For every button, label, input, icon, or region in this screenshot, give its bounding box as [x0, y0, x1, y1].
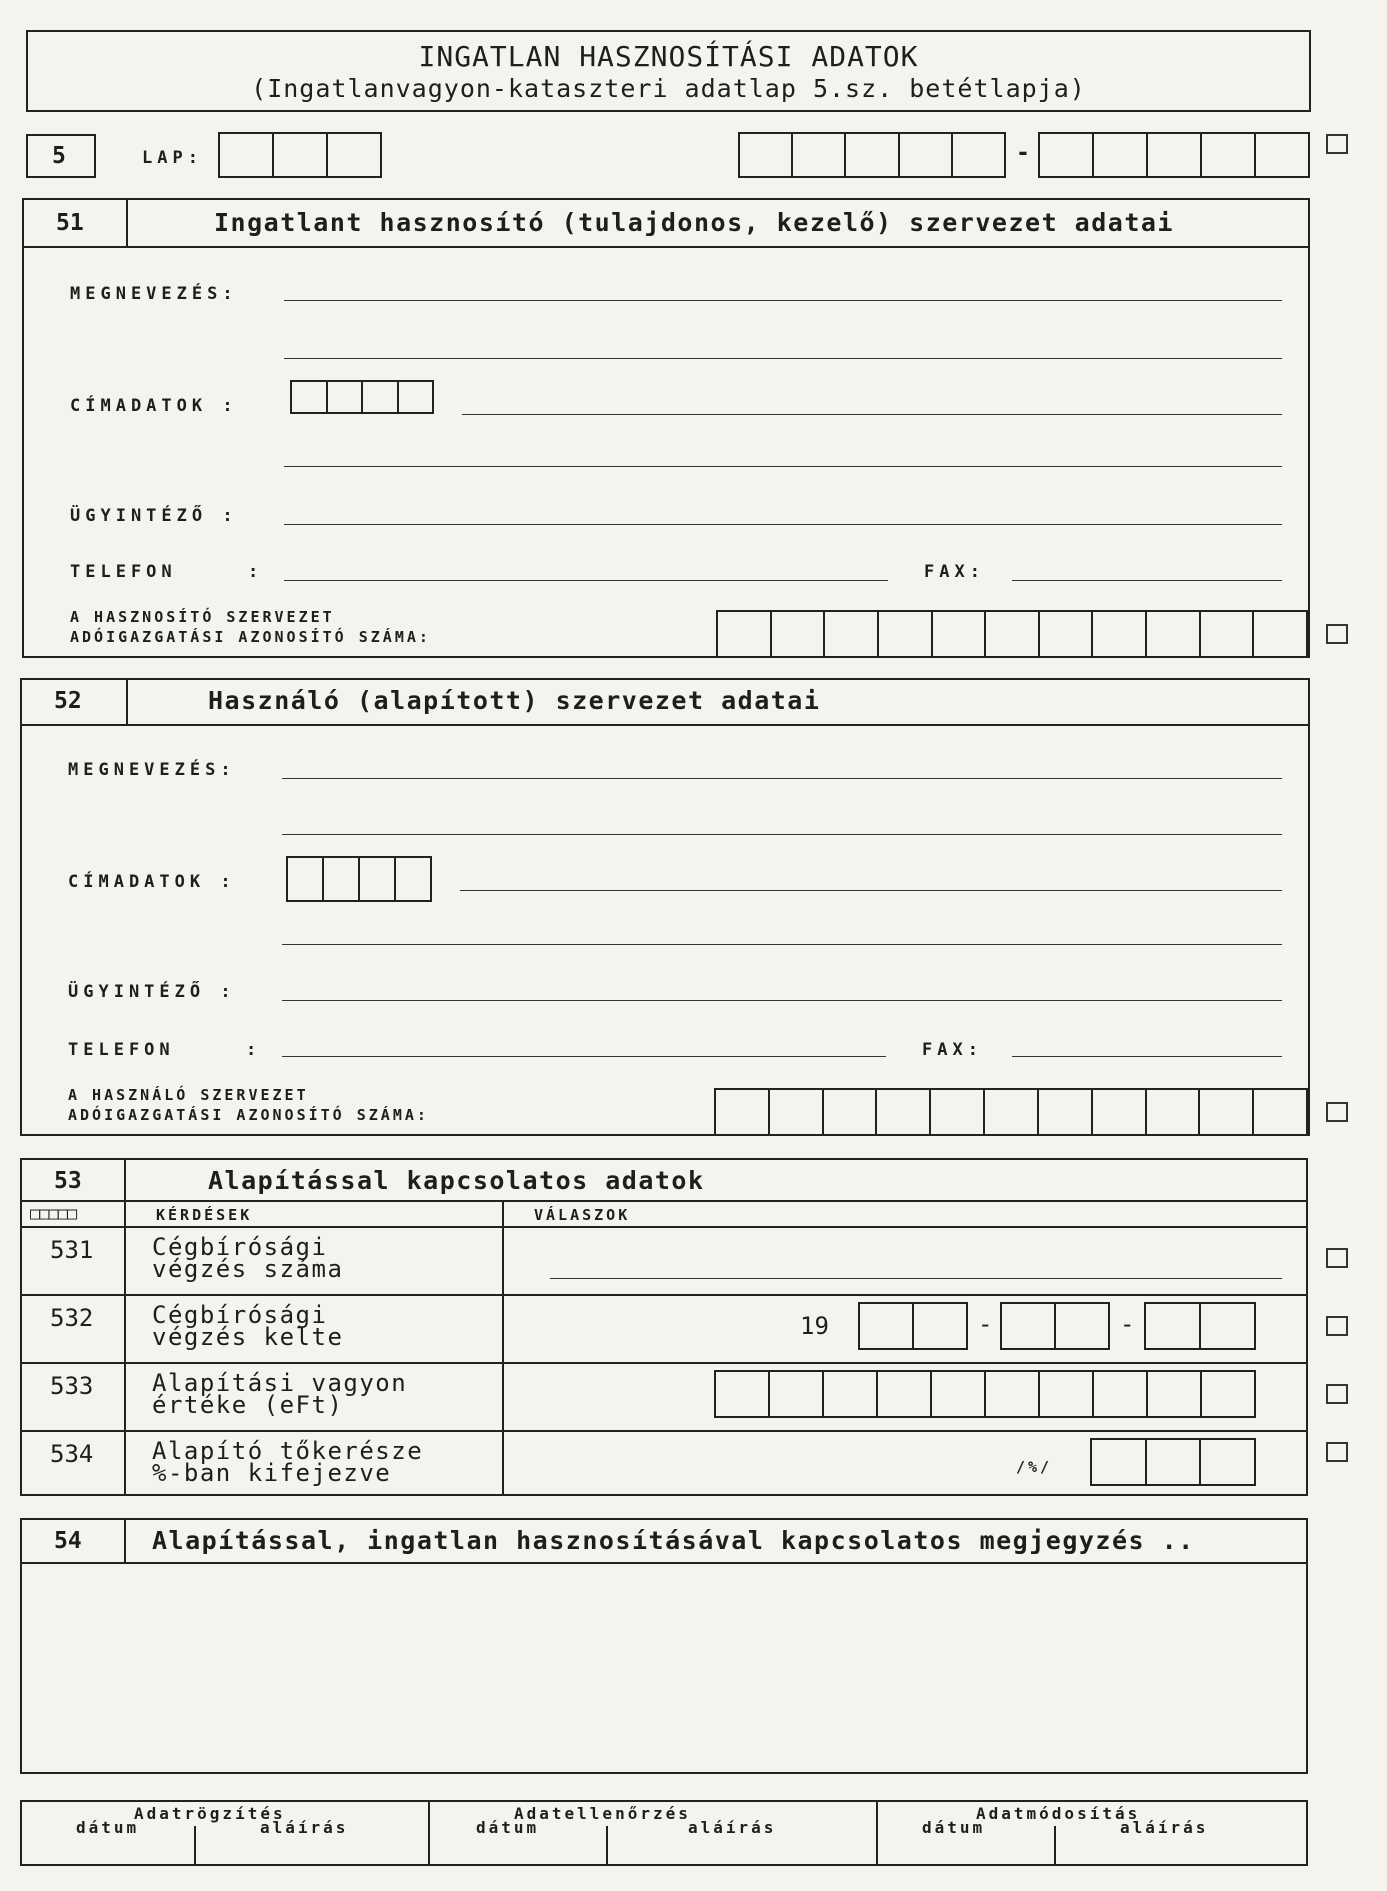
s52-tax-checkbox[interactable] [1326, 1102, 1348, 1122]
lap-checkbox[interactable] [1326, 134, 1348, 154]
s52-telefon-label: TELEFON [68, 1040, 175, 1060]
row-532-day-cells[interactable] [1144, 1302, 1256, 1350]
row-534-checkbox[interactable] [1326, 1442, 1348, 1462]
s52-megnevezes-label: MEGNEVEZÉS: [68, 760, 236, 780]
section-52-heading: Használó (alapított) szervezet adatai [208, 686, 821, 715]
s52-fax-label: FAX: [922, 1040, 983, 1060]
row-532-number: 532 [50, 1304, 94, 1332]
section-51-heading: Ingatlant hasznosító (tulajdonos, kezelő) szervezet adatai [214, 208, 1174, 237]
section-53-heading: Alapítással kapcsolatos adatok [208, 1166, 705, 1195]
section-54-divider [124, 1518, 126, 1562]
s52-telefon-field[interactable] [282, 1056, 886, 1057]
row-532-question-1: Cégbírósági [152, 1301, 328, 1329]
row-534-question-1: Alapító tőkerésze [152, 1437, 424, 1465]
s52-ugyintezo-field[interactable] [282, 1000, 1282, 1001]
s51-tax-checkbox[interactable] [1326, 624, 1348, 644]
row-531-question-2: végzés száma [152, 1255, 344, 1283]
s51-megnevezes-label: MEGNEVEZÉS: [70, 284, 238, 304]
row-534-percent-cells[interactable] [1090, 1438, 1256, 1486]
section-51-head-line [22, 246, 1310, 248]
row-533-checkbox[interactable] [1326, 1384, 1348, 1404]
section-54-number: 54 [54, 1528, 82, 1554]
footer-check-date: dátum [476, 1818, 540, 1837]
footer-modify-fields[interactable] [884, 1830, 1302, 1862]
row-531-checkbox[interactable] [1326, 1248, 1348, 1268]
row-534-unit: /%/ [1016, 1458, 1053, 1476]
row-532-year-cells[interactable] [858, 1302, 968, 1350]
s52-address-field-1[interactable] [460, 890, 1282, 891]
footer-divider-1 [428, 1800, 430, 1866]
row-531-line [20, 1294, 1308, 1296]
section-54-head-line [20, 1562, 1308, 1564]
footer-check-fields[interactable] [436, 1830, 868, 1862]
s52-megnevezes-field-2[interactable] [282, 834, 1282, 835]
row-534-question-2: %-ban kifejezve [152, 1459, 392, 1487]
row-531-answer-field[interactable] [550, 1278, 1282, 1279]
s51-address-field-2[interactable] [284, 466, 1282, 467]
section-51-divider [126, 198, 128, 246]
footer-entry-fields[interactable] [30, 1830, 420, 1862]
page-number: 5 [52, 143, 66, 169]
row-531-question-1: Cégbírósági [152, 1233, 328, 1261]
code-cells-glyphs: □□□□□ [30, 1204, 77, 1224]
footer-check-sign: aláírás [688, 1818, 777, 1837]
section-52-number: 52 [54, 688, 82, 714]
row-531-number: 531 [50, 1236, 94, 1264]
s51-cimadatok-label: CÍMADATOK : [70, 396, 238, 416]
row-533-value-cells[interactable] [714, 1370, 1256, 1418]
row-532-month-cells[interactable] [1000, 1302, 1110, 1350]
s51-megnevezes-field-1[interactable] [284, 300, 1282, 301]
row-532-year-prefix: 19 [800, 1312, 829, 1340]
s51-ugyintezo-field[interactable] [284, 524, 1282, 525]
col-answers-header: VÁLASZOK [534, 1206, 631, 1224]
section-53-head-line [20, 1200, 1308, 1202]
row-532-line [20, 1362, 1308, 1364]
section-54-heading: Alapítással, ingatlan hasznosításával kapcsolatos megjegyzés .. [152, 1526, 1195, 1555]
s52-telefon-colon: : [246, 1040, 262, 1060]
section-52-box [20, 678, 1310, 1136]
s51-ugyintezo-label: ÜGYINTÉZŐ : [70, 506, 238, 526]
row-532-question-2: végzés kelte [152, 1323, 344, 1351]
row-533-question-2: értéke (eFt) [152, 1391, 344, 1419]
s52-address-field-2[interactable] [282, 944, 1282, 945]
footer-modify-title: Adatmódosítás [976, 1804, 1141, 1823]
footer-modify-sign: aláírás [1120, 1818, 1209, 1837]
id-dash: - [1016, 140, 1030, 166]
s52-cimadatok-label: CÍMADATOK : [68, 872, 236, 892]
footer-check-title: Adatellenőrzés [514, 1804, 691, 1823]
s52-tax-label-line2: ADÓIGAZGATÁSI AZONOSÍTÓ SZÁMA: [68, 1106, 429, 1124]
remarks-area[interactable] [24, 1566, 1304, 1770]
s51-telefon-colon: : [248, 562, 264, 582]
row-534-number: 534 [50, 1440, 94, 1468]
s52-fax-field[interactable] [1012, 1056, 1282, 1057]
form-subtitle: (Ingatlanvagyon-kataszteri adatlap 5.sz. betétlapja) [251, 74, 1086, 103]
footer-modify-date: dátum [922, 1818, 986, 1837]
section-51-number: 51 [56, 210, 84, 236]
s52-postcode-cells[interactable] [286, 856, 432, 902]
s52-megnevezes-field-1[interactable] [282, 778, 1282, 779]
s51-tax-label-line2: ADÓIGAZGATÁSI AZONOSÍTÓ SZÁMA: [70, 628, 431, 646]
section-53-num-divider [124, 1158, 126, 1496]
s51-postcode-cells[interactable] [290, 380, 434, 414]
s51-megnevezes-field-2[interactable] [284, 358, 1282, 359]
s51-address-field-1[interactable] [462, 414, 1282, 415]
row-533-question-1: Alapítási vagyon [152, 1369, 408, 1397]
footer-entry-date: dátum [76, 1818, 140, 1837]
s51-tax-id-cells[interactable] [716, 610, 1308, 658]
s51-fax-field[interactable] [1012, 580, 1282, 581]
s52-tax-id-cells[interactable] [714, 1088, 1308, 1136]
s51-fax-label: FAX: [924, 562, 985, 582]
row-533-line [20, 1430, 1308, 1432]
id-input-cells-left[interactable] [738, 132, 1006, 178]
s51-tax-label-line1: A HASZNOSÍTÓ SZERVEZET [70, 608, 335, 626]
lap-input-cells[interactable] [218, 132, 382, 178]
lap-label: LAP: [142, 148, 203, 168]
section-53-number: 53 [54, 1168, 82, 1194]
row-532-checkbox[interactable] [1326, 1316, 1348, 1336]
footer-entry-title: Adatrögzítés [134, 1804, 286, 1823]
section-53-colhead-line [20, 1226, 1308, 1228]
col-questions-header: KÉRDÉSEK [156, 1206, 253, 1224]
section-51-box [22, 198, 1310, 658]
section-52-divider [126, 678, 128, 724]
section-52-head-line [20, 724, 1310, 726]
s51-telefon-label: TELEFON [70, 562, 177, 582]
section-53-col-divider [502, 1200, 504, 1496]
row-533-number: 533 [50, 1372, 94, 1400]
id-input-cells-right[interactable] [1038, 132, 1310, 178]
s52-ugyintezo-label: ÜGYINTÉZŐ : [68, 982, 236, 1002]
row-532-dash-1: - [978, 1310, 993, 1338]
row-532-dash-2: - [1120, 1310, 1135, 1338]
form-title: INGATLAN HASZNOSÍTÁSI ADATOK [418, 40, 919, 73]
footer-entry-sign: aláírás [260, 1818, 349, 1837]
s52-tax-label-line1: A HASZNÁLÓ SZERVEZET [68, 1086, 309, 1104]
s51-telefon-field[interactable] [284, 580, 888, 581]
footer-divider-2 [876, 1800, 878, 1866]
